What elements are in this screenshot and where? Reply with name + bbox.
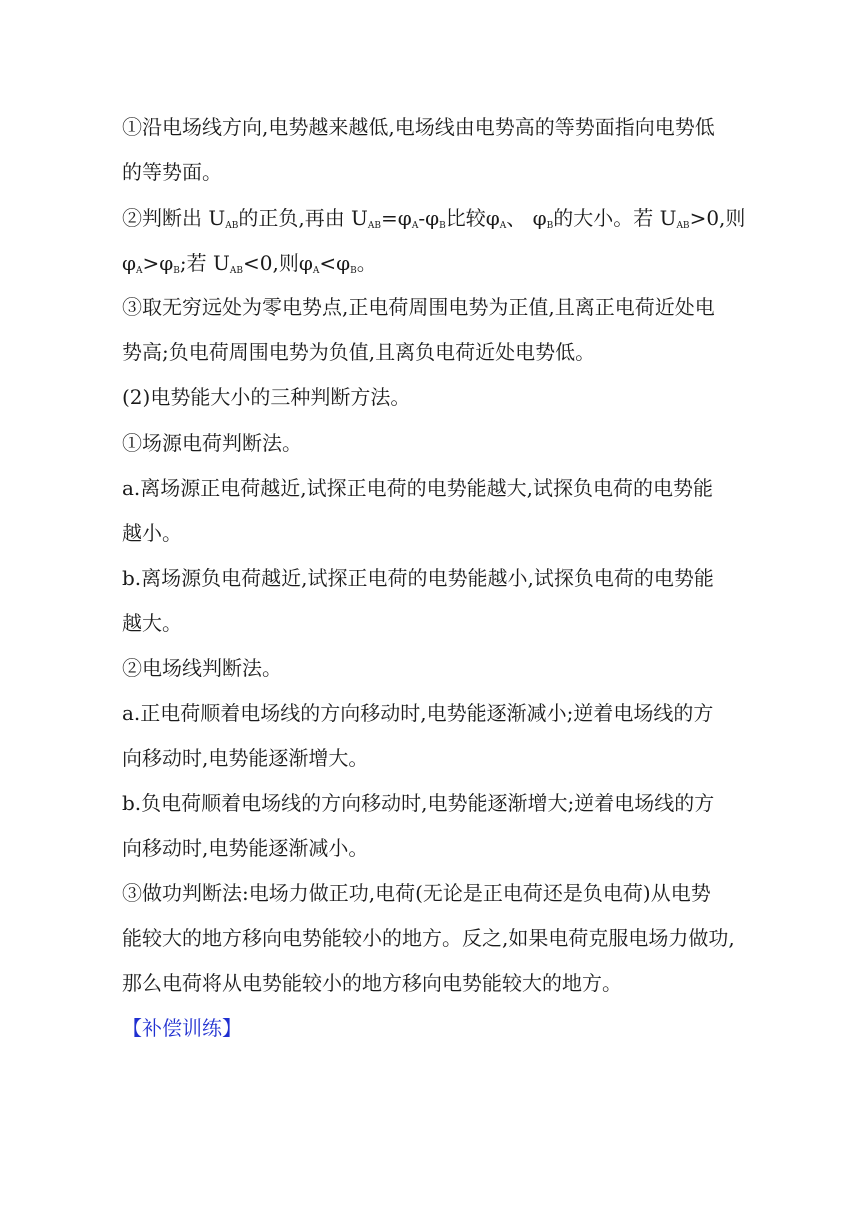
subscript: A — [411, 221, 419, 231]
text-line: a.离场源正电荷越近,试探正电荷的电势能越大,试探负电荷的电势能 — [122, 476, 713, 500]
text-line: 的等势面。 — [122, 160, 222, 184]
text-run: ;若 U — [179, 251, 230, 275]
subscript: B — [546, 221, 554, 231]
subscript: A — [136, 266, 143, 276]
formula-line — [122, 204, 762, 240]
subscript: A — [499, 221, 507, 231]
text-run: 的正负,再由 U — [238, 206, 368, 230]
text-line: b.负电荷顺着电场线的方向移动时,电势能逐渐增大;逆着电场线的方 — [122, 791, 715, 815]
subscript: B — [439, 221, 446, 231]
subscript: B — [350, 266, 357, 276]
subscript: AB — [225, 221, 239, 231]
subscript: AB — [676, 221, 690, 231]
text-run: >φ — [142, 251, 174, 275]
text-line: 向移动时,电势能逐渐减小。 — [122, 836, 369, 860]
text-run: 的大小。若 U — [553, 206, 677, 230]
text-line: 势高;负电荷周围电势为负值,且离负电荷近处电势低。 — [122, 340, 596, 364]
text-run: 。 — [356, 251, 377, 275]
text-run: >0,则 — [689, 206, 746, 230]
formula-line — [122, 249, 762, 285]
text-run: <0,则φ — [242, 251, 313, 275]
text-line: ③做功判断法:电场力做正功,电荷(无论是正电荷还是负电荷)从电势 — [122, 881, 711, 905]
text-line: 越小。 — [122, 521, 182, 545]
section-heading: 【补偿训练】 — [122, 1016, 242, 1040]
text-line: 那么电荷将从电势能较小的地方移向电势能较大的地方。 — [122, 971, 622, 995]
text-line: 向移动时,电势能逐渐增大。 — [122, 746, 369, 770]
subscript: B — [173, 266, 180, 276]
text-line: ③取无穷远处为零电势点,正电荷周围电势为正值,且离正电荷近处电 — [122, 295, 715, 319]
text-run: -φ — [418, 206, 440, 230]
text-line: 越大。 — [122, 611, 182, 635]
text-line: b.离场源负电荷越近,试探正电荷的电势能越小,试探负电荷的电势能 — [122, 566, 714, 590]
text-line: ①场源电荷判断法。 — [122, 431, 302, 455]
text-run: φ — [122, 251, 137, 275]
text-run: ②判断出 U — [122, 206, 226, 230]
subscript: AB — [229, 266, 243, 276]
text-line: 能较大的地方移向电势能较小的地方。反之,如果电荷克服电场力做功, — [122, 926, 735, 950]
subscript: AB — [367, 221, 382, 231]
subscript: A — [312, 266, 320, 276]
text-line: (2)电势能大小的三种判断方法。 — [122, 385, 411, 409]
text-run: 、 φ — [506, 206, 547, 230]
text-line: ②电场线判断法。 — [122, 656, 282, 680]
text-run: <φ — [319, 251, 351, 275]
text-line: a.正电荷顺着电场线的方向移动时,电势能逐渐减小;逆着电场线的方 — [122, 701, 714, 725]
text-line: ①沿电场线方向,电势越来越低,电场线由电势高的等势面指向电势低 — [122, 115, 715, 139]
text-run: 比较φ — [445, 206, 500, 230]
text-run: =φ — [381, 206, 412, 230]
